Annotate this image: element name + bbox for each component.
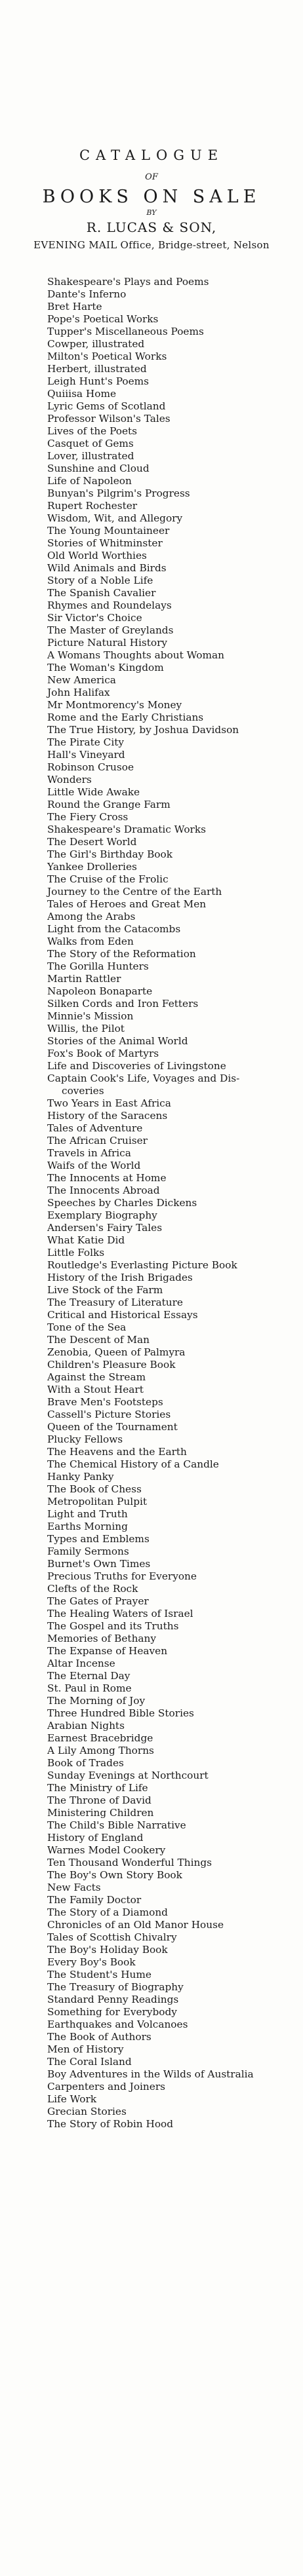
- book-entry: A Lily Among Thorns: [47, 1745, 154, 1756]
- book-entry: Life and Discoveries of Livingstone: [47, 1060, 226, 1072]
- book-entry: The Woman's Kingdom: [47, 662, 164, 673]
- book-entry: Plucky Fellows: [47, 1433, 123, 1445]
- book-entry: Critical and Historical Essays: [47, 1309, 198, 1321]
- book-entry: Tone of the Sea: [47, 1321, 127, 1333]
- book-entry: The Eternal Day: [47, 1670, 131, 1682]
- book-entry: Family Sermons: [47, 1545, 129, 1557]
- book-entry: The Story of the Reformation: [47, 948, 196, 960]
- book-entry: Queen of the Tournament: [47, 1421, 178, 1433]
- book-entry: Exemplary Biography: [47, 1209, 157, 1221]
- book-entry: Stories of the Animal World: [47, 1035, 188, 1047]
- book-entry: Metropolitan Pulpit: [47, 1496, 148, 1507]
- book-entry: Yankee Drolleries: [47, 861, 137, 873]
- book-entry: Live Stock of the Farm: [47, 1284, 163, 1296]
- book-entry: Robinson Crusoe: [47, 761, 134, 773]
- book-entry: Standard Penny Readings: [47, 1994, 179, 2005]
- book-entry: The Descent of Man: [47, 1334, 150, 1346]
- book-entry: Little Wide Awake: [47, 786, 140, 798]
- book-entry: Andersen's Fairy Tales: [47, 1222, 163, 1234]
- book-entry: Shakespeare's Dramatic Works: [47, 824, 206, 835]
- book-entry: The Girl's Birthday Book: [47, 848, 172, 860]
- book-entry: Sunshine and Cloud: [47, 463, 150, 474]
- book-entry: Milton's Poetical Works: [47, 350, 167, 362]
- book-entry: Children's Pleasure Book: [47, 1359, 176, 1371]
- book-entry: Types and Emblems: [47, 1533, 150, 1545]
- book-entry: Men of History: [47, 2043, 124, 2055]
- book-entry: Walks from Eden: [47, 936, 134, 947]
- book-entry: Carpenters and Joiners: [47, 2081, 165, 2093]
- book-entry: Martin Rattler: [47, 973, 121, 985]
- book-entry: Speeches by Charles Dickens: [47, 1197, 197, 1209]
- book-entry: Zenobia, Queen of Palmyra: [47, 1346, 186, 1358]
- book-entry: The Story of Robin Hood: [47, 2118, 174, 2130]
- book-entry: New America: [47, 674, 116, 686]
- book-entry: Arabian Nights: [47, 1720, 125, 1732]
- book-entry: Wisdom, Wit, and Allegory: [47, 512, 183, 524]
- book-entry: Clefts of the Rock: [47, 1583, 138, 1595]
- book-entry: Brave Men's Footsteps: [47, 1396, 163, 1408]
- book-list: [0, 276, 303, 2131]
- book-entry: Three Hundred Bible Stories: [47, 1707, 194, 1719]
- book-entry: The Book of Chess: [47, 1483, 142, 1495]
- of-line: OF: [145, 172, 158, 182]
- book-entry: The Pirate City: [47, 736, 125, 748]
- book-entry: New Facts: [47, 1882, 101, 1893]
- book-entry: The Book of Authors: [47, 2031, 152, 2043]
- book-entry: Tupper's Miscellaneous Poems: [47, 326, 204, 337]
- book-entry: Earnest Bracebridge: [47, 1732, 153, 1744]
- book-entry: The Heavens and the Earth: [47, 1446, 187, 1458]
- publisher-address: EVENING MAIL Office, Bridge-street, Nelson: [33, 239, 270, 251]
- book-entry: Journey to the Centre of the Earth: [47, 886, 222, 898]
- book-entry: Tales of Scottish Chivalry: [47, 1931, 177, 1943]
- book-entry: Quiiisa Home: [47, 388, 117, 400]
- book-entry: The Master of Greylands: [47, 624, 174, 636]
- book-entry: Life Work: [47, 2093, 97, 2105]
- book-entry: The Young Mountaineer: [47, 525, 170, 537]
- book-entry: The Fiery Cross: [47, 811, 129, 823]
- book-entry: Bret Harte: [47, 301, 102, 313]
- book-entry: Light and Truth: [47, 1508, 128, 1520]
- book-entry: The Expanse of Heaven: [47, 1645, 168, 1657]
- book-entry: The Gorilla Hunters: [47, 960, 149, 972]
- book-entry: The Boy's Holiday Book: [47, 1944, 168, 1956]
- book-entry: Cowper, illustrated: [47, 338, 145, 350]
- book-entry: The Innocents at Home: [47, 1172, 167, 1184]
- book-entry: History of the Saracens: [47, 1110, 168, 1122]
- book-entry: History of the Irish Brigades: [47, 1272, 193, 1283]
- book-entry: Tales of Adventure: [47, 1122, 143, 1134]
- book-entry: Memories of Bethany: [47, 1633, 157, 1644]
- book-entry: Napoleon Bonaparte: [47, 985, 153, 997]
- book-entry: Boy Adventures in the Wilds of Australia: [47, 2068, 254, 2080]
- book-entry: Cassell's Picture Stories: [47, 1409, 171, 1420]
- book-entry: Rhymes and Roundelays: [47, 599, 172, 611]
- book-entry: The Family Doctor: [47, 1894, 142, 1906]
- book-entry: The African Cruiser: [47, 1135, 148, 1146]
- book-entry: The Cruise of the Frolic: [47, 873, 169, 885]
- book-entry: Sir Victor's Choice: [47, 612, 142, 624]
- book-entry: Hall's Vineyard: [47, 749, 125, 761]
- book-entry: The Innocents Abroad: [47, 1184, 160, 1196]
- book-entry: St. Paul in Rome: [47, 1682, 132, 1694]
- book-entry: Travels in Africa: [47, 1147, 131, 1159]
- book-entry: Round the Grange Farm: [47, 799, 171, 810]
- book-entry: The Coral Island: [47, 2056, 132, 2068]
- by-line: BY: [146, 208, 157, 217]
- book-entry: Bunyan's Pilgrim's Progress: [47, 487, 190, 499]
- book-entry: Minnie's Mission: [47, 1010, 134, 1022]
- book-entry: Something for Everybody: [47, 2006, 177, 2018]
- publisher-name: R. LUCAS & SON,: [86, 219, 217, 235]
- book-entry: Among the Arabs: [47, 911, 136, 922]
- book-entry: Earthquakes and Volcanoes: [47, 2018, 188, 2030]
- book-entry: The Spanish Cavalier: [47, 587, 156, 599]
- book-entry: Grecian Stories: [47, 2106, 127, 2117]
- book-entry: Story of a Noble Life: [47, 575, 153, 586]
- book-entry: Sunday Evenings at Northcourt: [47, 1770, 209, 1781]
- book-entry: The Treasury of Biography: [47, 1981, 184, 1993]
- book-entry: Rome and the Early Christians: [47, 711, 204, 723]
- book-entry: Little Folks: [47, 1247, 105, 1259]
- book-entry: Shakespeare's Plays and Poems: [47, 276, 209, 288]
- catalogue-title: CATALOGUE: [79, 147, 224, 163]
- book-entry: A Womans Thoughts about Woman: [47, 649, 224, 661]
- book-entry: Wild Animals and Birds: [47, 562, 167, 574]
- book-entry: Professor Wilson's Tales: [47, 413, 171, 425]
- book-entry: Stories of Whitminster: [47, 537, 163, 549]
- book-entry: Leigh Hunt's Poems: [47, 375, 150, 387]
- book-entry: Wonders: [47, 774, 92, 786]
- book-entry: The Ministry of Life: [47, 1782, 148, 1794]
- book-entry: Light from the Catacombs: [47, 923, 181, 935]
- book-entry: The Gates of Prayer: [47, 1595, 149, 1607]
- book-entry: Dante's Inferno: [47, 288, 127, 300]
- book-entry: The Story of a Diamond: [47, 1906, 168, 1918]
- book-entry: The Child's Bible Narrative: [47, 1819, 186, 1831]
- book-entry: Every Boy's Book: [47, 1956, 136, 1968]
- book-entry: The Morning of Joy: [47, 1695, 146, 1707]
- book-entry: The True History, by Joshua Davidson: [47, 724, 239, 736]
- book-entry: Tales of Heroes and Great Men: [47, 898, 207, 910]
- book-entry: Book of Trades: [47, 1757, 124, 1769]
- book-entry: With a Stout Heart: [47, 1384, 144, 1395]
- book-entry: The Student's Hume: [47, 1969, 152, 1980]
- book-entry: Hanky Panky: [47, 1471, 114, 1483]
- book-entry: Warnes Model Cookery: [47, 1844, 166, 1856]
- book-entry: Silken Cords and Iron Fetters: [47, 998, 199, 1010]
- book-entry: Mr Montmorency's Money: [47, 699, 182, 711]
- book-entry: The Throne of David: [47, 1794, 152, 1806]
- book-entry: Rupert Rochester: [47, 500, 138, 512]
- book-entry: Lives of the Poets: [47, 425, 138, 437]
- book-entry: Fox's Book of Martyrs: [47, 1048, 159, 1059]
- books-on-sale-heading: BOOKS ON SALE: [42, 187, 261, 207]
- book-entry: Life of Napoleon: [47, 475, 132, 487]
- book-entry: Lyric Gems of Scotland: [47, 400, 166, 412]
- book-entry: Altar Incense: [47, 1657, 115, 1669]
- book-entry: Old World Worthies: [47, 550, 147, 561]
- book-entry: Ten Thousand Wonderful Things: [47, 1857, 212, 1868]
- book-entry: Waifs of the World: [47, 1160, 141, 1171]
- book-entry: John Halifax: [47, 687, 110, 698]
- book-entry: Herbert, illustrated: [47, 363, 147, 375]
- book-entry: Pope's Poetical Works: [47, 313, 159, 325]
- book-entry: Casquet of Gems: [47, 438, 134, 449]
- book-entry: Chronicles of an Old Manor House: [47, 1919, 224, 1931]
- book-entry: Captain Cook's Life, Voyages and Dis-: [47, 1072, 240, 1084]
- book-entry: Lover, illustrated: [47, 450, 134, 462]
- book-entry: Earths Morning: [47, 1521, 128, 1532]
- book-entry: Precious Truths for Everyone: [47, 1570, 197, 1582]
- book-entry: coveries: [62, 1085, 104, 1097]
- book-entry: Routledge's Everlasting Picture Book: [47, 1259, 237, 1271]
- book-entry: Picture Natural History: [47, 637, 168, 649]
- book-entry: The Treasury of Literature: [47, 1297, 183, 1308]
- book-entry: What Katie Did: [47, 1234, 125, 1246]
- book-entry: Ministering Children: [47, 1807, 154, 1819]
- book-entry: The Desert World: [47, 836, 137, 848]
- book-entry: Willis, the Pilot: [47, 1023, 125, 1034]
- book-entry: The Gospel and its Truths: [47, 1620, 179, 1632]
- book-entry: The Healing Waters of Israel: [47, 1608, 193, 1619]
- book-entry: The Chemical History of a Candle: [47, 1458, 219, 1470]
- book-entry: Two Years in East Africa: [47, 1097, 171, 1109]
- book-entry: Burnet's Own Times: [47, 1558, 151, 1570]
- book-entry: The Boy's Own Story Book: [47, 1869, 182, 1881]
- book-entry: Against the Stream: [47, 1371, 146, 1383]
- book-entry: History of England: [47, 1832, 144, 1844]
